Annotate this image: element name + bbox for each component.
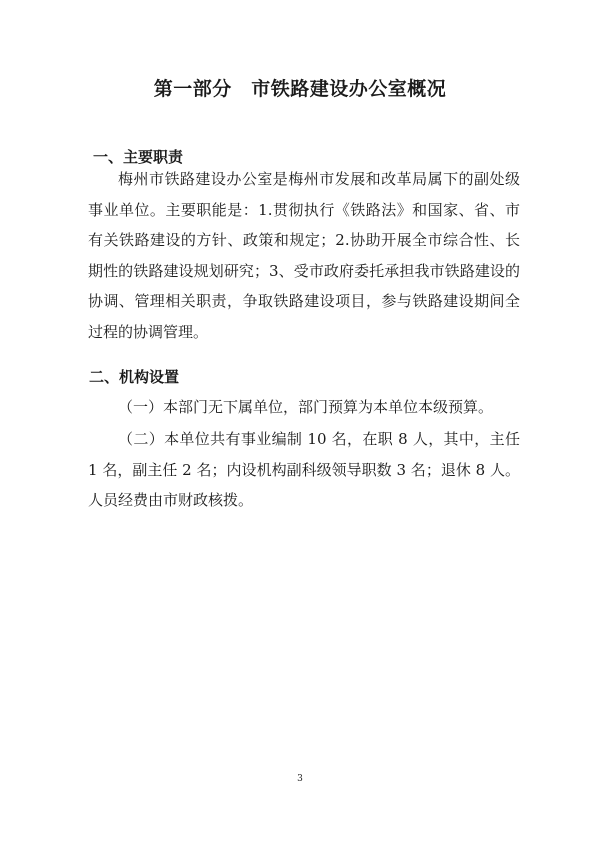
- paragraph-duties: 梅州市铁路建设办公室是梅州市发展和改革局属下的副处级事业单位。主要职能是：1.贯彻执行《铁路法》和国家、省、市有关铁路建设的方针、政策和规定；2.协助开展全市综合性、长期性的铁路建设规划研究；3、受市政府委托承担我市铁路建设的协调、管理相关职责，争取铁路建设项目，参与铁路建设期间全过程的协调管理。: [88, 170, 520, 341]
- page-title: 第一部分 市铁路建设办公室概况: [153, 78, 447, 100]
- section-heading-organization: 二、机构设置: [89, 368, 180, 386]
- paragraph-staffing: （二）本单位共有事业编制 10 名，在职 8 人，其中，主任 1 名，副主任 2 名；内设机构副科级领导职数 3 名；退休 8 人。人员经费由市财政核拨。: [88, 430, 520, 509]
- paragraph-subordinate-units: （一）本部门无下属单位，部门预算为本单位本级预算。: [118, 398, 494, 416]
- section-heading-duties: 一、主要职责: [93, 148, 184, 166]
- page-number: 3: [297, 774, 303, 784]
